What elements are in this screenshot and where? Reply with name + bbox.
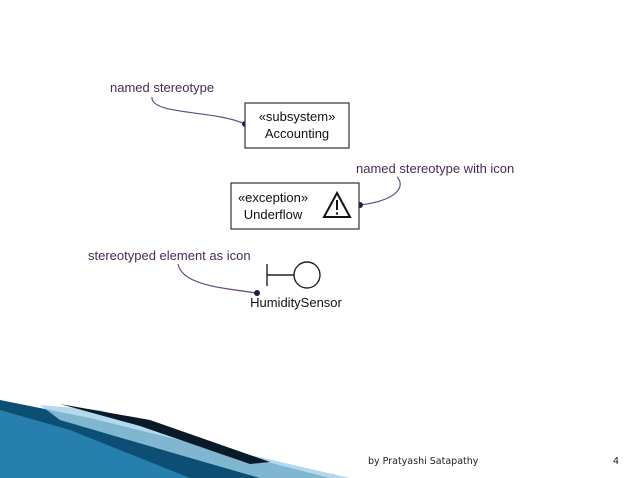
boundary-icon — [267, 262, 320, 288]
label-named-stereotype-with-icon: named stereotype with icon — [356, 161, 515, 176]
subsystem-stereotype: «subsystem» — [258, 109, 336, 124]
label-stereotyped-element-as-icon: stereotyped element as icon — [88, 248, 251, 263]
footer-author: by Pratyashi Satapathy — [368, 456, 479, 467]
subsystem-name: Accounting — [264, 126, 330, 141]
sensor-name: HumiditySensor — [250, 295, 342, 310]
exception-name: Underflow — [243, 207, 303, 222]
leader-line-named-stereotype — [152, 97, 245, 124]
leader-line-element-icon — [178, 264, 257, 293]
exception-stereotype: «exception» — [237, 190, 309, 205]
footer-page-number: 4 — [613, 456, 620, 467]
label-named-stereotype: named stereotype — [110, 80, 215, 95]
leader-line-stereotype-icon — [360, 177, 400, 205]
decorative-wave — [0, 400, 350, 478]
